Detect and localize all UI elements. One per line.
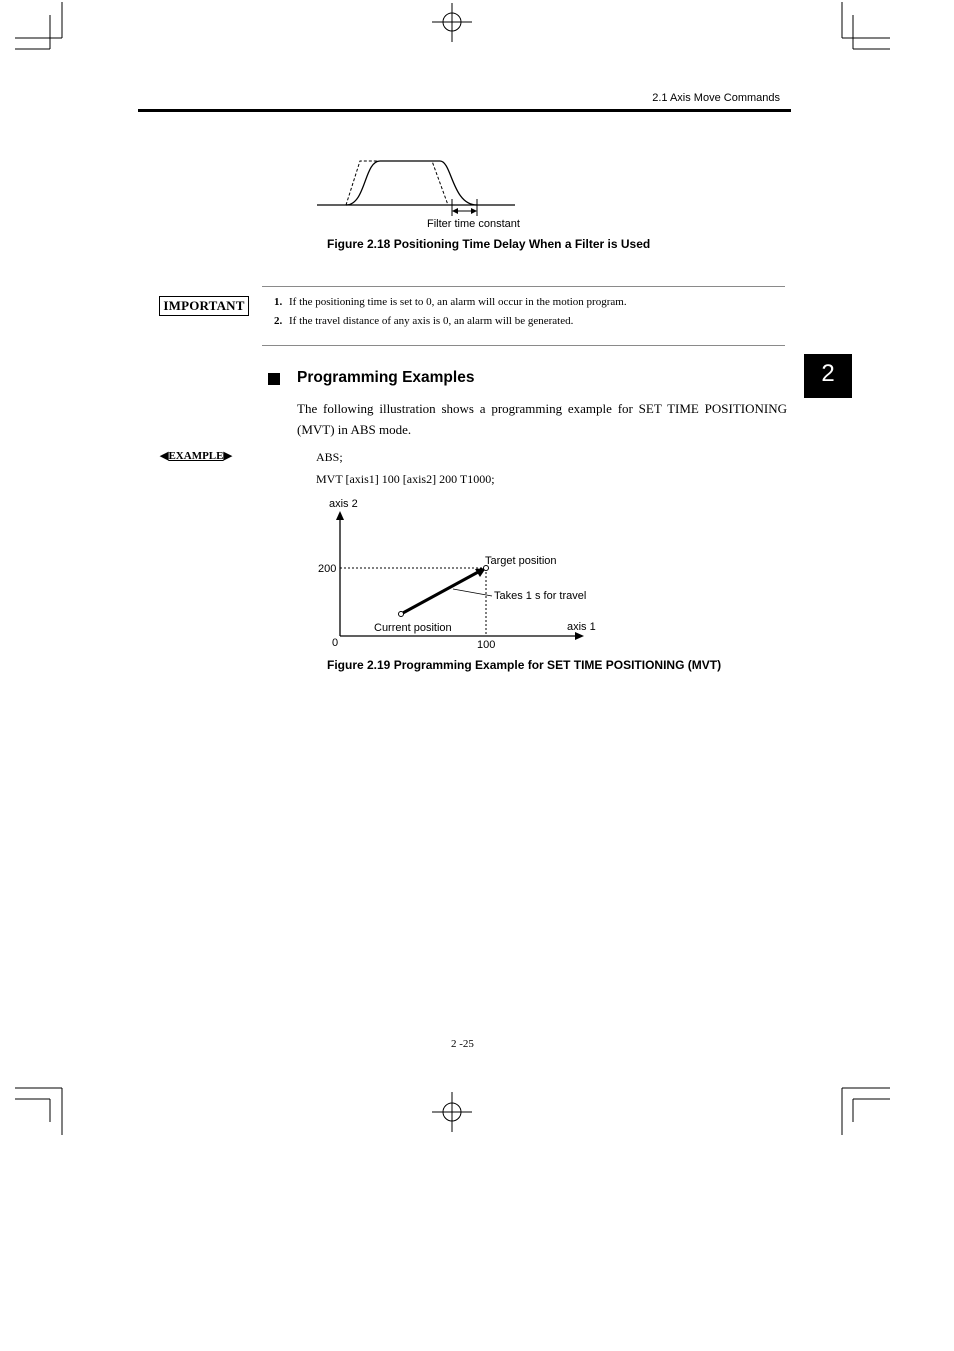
target-position-label: Target position — [485, 555, 557, 567]
important-item-1-text: If the positioning time is set to 0, an alarm will occur in the motion program. — [289, 296, 627, 308]
axis-1-label: axis 1 — [567, 621, 596, 633]
tick-label-200: 200 — [318, 563, 337, 575]
important-item-2 — [274, 315, 573, 327]
page-number: 2 -25 — [451, 1038, 474, 1050]
figure-2-18-caption: Figure 2.18 Positioning Time Delay When a Filter is Used — [327, 237, 651, 251]
travel-time-label: Takes 1 s for travel — [494, 590, 587, 602]
figure-2-19-caption: Figure 2.19 Programming Example for SET TIME POSITIONING (MVT) — [327, 658, 722, 672]
important-item-2-number: 2. — [274, 315, 283, 327]
right-triangle-icon: ▶ — [223, 450, 232, 462]
section-bullet-square — [268, 373, 280, 385]
example-label-text: EXAMPLE — [168, 450, 224, 462]
current-position-marker — [399, 612, 404, 617]
code-line-1: ABS; — [316, 450, 343, 464]
tick-label-100: 100 — [477, 639, 496, 651]
current-position-label: Current position — [374, 622, 452, 634]
important-item-1-number: 1. — [274, 296, 283, 308]
important-item-1 — [274, 296, 627, 308]
section-paragraph: The following illustration shows a programming example for SET TIME POSITIONING (MVT) in ABS mode. — [297, 401, 787, 437]
important-bottom-rule — [262, 345, 785, 346]
filtered-profile — [346, 161, 477, 205]
example-label — [160, 449, 232, 462]
header-rule — [138, 109, 791, 112]
filter-delay-diagram — [310, 150, 530, 225]
important-item-2-text: If the travel distance of any axis is 0, an alarm will be generated. — [289, 315, 574, 327]
axis-2-arrowhead — [336, 511, 344, 520]
important-top-rule — [262, 286, 785, 287]
origin-label: 0 — [332, 637, 339, 649]
running-header: 2.1 Axis Move Commands — [652, 92, 780, 104]
filter-time-constant-label: Filter time constant — [427, 218, 520, 230]
axis-2-label: axis 2 — [329, 498, 358, 510]
section-title: Programming Examples — [297, 369, 475, 386]
left-triangle-icon: ◀ — [160, 450, 169, 462]
travel-path — [401, 571, 480, 614]
axis-1-arrowhead — [575, 632, 584, 640]
chapter-tab: 2 — [804, 354, 852, 398]
unfiltered-profile — [346, 161, 448, 205]
important-label: IMPORTANT — [159, 296, 249, 316]
code-line-2: MVT [axis1] 100 [axis2] 200 T1000; — [316, 472, 495, 486]
